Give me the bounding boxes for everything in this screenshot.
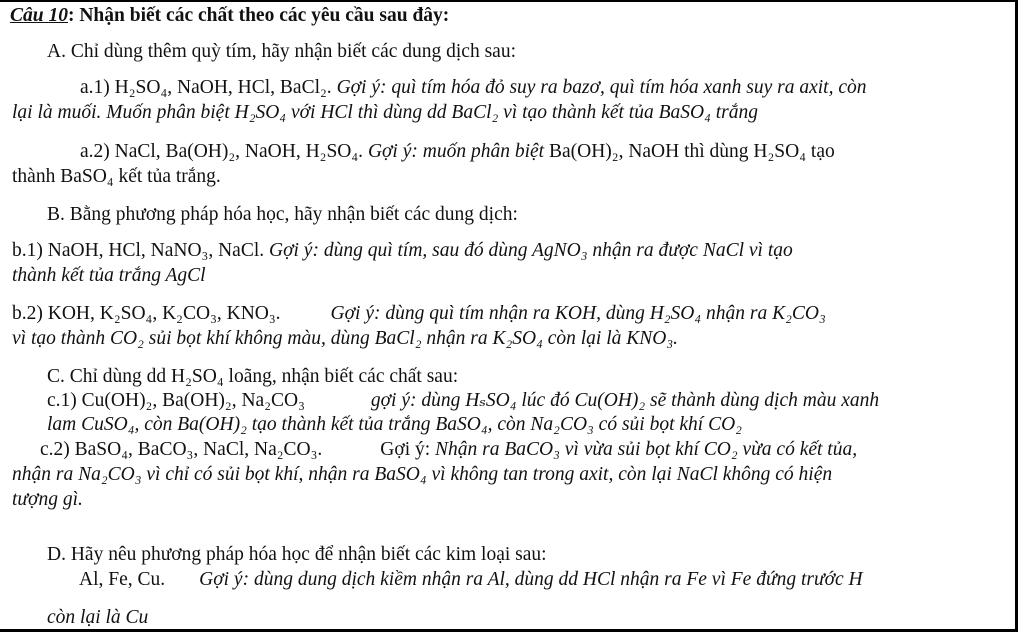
section-c-heading: C. Chỉ dùng dd H₂SO₄ loãng, nhận biết các chất sau: (47, 366, 459, 387)
item-b1-line1 (12, 240, 793, 262)
item-c1-hint-cont: lam CuSO₄, còn Ba(OH)₂ tạo thành kết tủa trắng BaSO₄, còn Na₂CO₃ có sủi bọt khí CO₂ (47, 414, 742, 435)
item-d1-metals: Al, Fe, Cu. (79, 569, 166, 590)
question-number: Câu 10 (10, 5, 68, 26)
item-a2-chemicals: a.2) NaCl, Ba(OH)₂, NaOH, H₂SO₄. (80, 141, 364, 162)
item-b2-hint-cont: vì tạo thành CO₂ sủi bọt khí không màu, dùng BaCl₂ nhận ra K₂SO₄ còn lại là KNO₃. (12, 328, 679, 349)
item-c2-chemicals: c.2) BaSO₄, BaCO₃, NaCl, Na₂CO₃. (40, 439, 323, 460)
item-c2-hint-cont: nhận ra Na₂CO₃ vì chỉ có sủi bọt khí, nhận ra BaSO₄ vì không tan trong axit, còn lại NaCl không có hiện (12, 464, 833, 485)
item-a1-line1 (80, 77, 867, 99)
item-c2-hint-end: tượng gì. (12, 489, 83, 510)
item-a2-hint-chemicals: Ba(OH)₂, NaOH thì dùng H₂SO₄ tạo (548, 141, 835, 162)
item-a2-hint: Gợi ý: muốn phân biệt (367, 141, 545, 162)
item-b1-hint-cont: thành kết tủa trắng AgCl (12, 265, 206, 286)
item-a1-label: a.1) (80, 77, 110, 98)
item-c2-line3 (12, 489, 83, 511)
section-b-heading: B. Bằng phương pháp hóa học, hãy nhận biết các dung dịch: (47, 204, 518, 225)
item-b1-line2 (12, 265, 206, 287)
item-c1-hint: gợi ý: dùng HₛSO₄ lúc đó Cu(OH)₂ sẽ thành dùng dịch màu xanh (370, 390, 880, 411)
item-a2-line1 (80, 141, 835, 163)
item-c1-line2 (47, 414, 742, 436)
item-c1-line1 (47, 390, 879, 412)
item-c2-hint: Nhận ra BaCO₃ vì vừa sủi bọt khí CO₂ vừa có kết tủa, (435, 439, 858, 460)
section-a-heading: A. Chỉ dùng thêm quỳ tím, hãy nhận biết các dung dịch sau: (47, 41, 516, 62)
item-b1-chemicals: b.1) NaOH, HCl, NaNO₃, NaCl. (12, 240, 265, 261)
section-d-heading: D. Hãy nêu phương pháp hóa học để nhận biết các kim loại sau: (47, 544, 547, 565)
item-b1-hint: Gợi ý: dùng quì tím, sau đó dùng AgNO₃ nhận ra được NaCl vì tạo (269, 240, 793, 261)
item-a2-line2: thành BaSO₄ kết tủa trắng. (12, 166, 221, 187)
item-d1-line1 (79, 569, 863, 591)
question-title (10, 5, 449, 27)
item-a1-line2 (12, 102, 758, 124)
item-c2-hint-label: Gợi ý: (380, 439, 431, 460)
item-d1-line2 (47, 607, 148, 629)
item-a1-hint-cont: lại là muối. Muốn phân biệt H₂SO₄ với HCl thì dùng dd BaCl₂ vì tạo thành kết tủa BaSO₄ trắng (12, 102, 758, 123)
question-title-text: : Nhận biết các chất theo các yêu cầu sau đây: (67, 5, 450, 26)
item-b2-line2 (12, 328, 678, 350)
item-b2-line1 (12, 303, 826, 325)
item-a1-chemicals: H₂SO₄, NaOH, HCl, BaCl₂. (114, 77, 332, 98)
item-c2-line1 (40, 439, 857, 461)
item-c1-chemicals: c.1) Cu(OH)₂, Ba(OH)₂, Na₂CO₃ (47, 390, 305, 411)
item-b2-hint: Gợi ý: dùng quì tím nhận ra KOH, dùng H₂SO₄ nhận ra K₂CO₃ (330, 303, 826, 324)
item-d1-hint-cont: còn lại là Cu (47, 607, 149, 628)
item-d1-hint: Gợi ý: dùng dung dịch kiềm nhận ra Al, dùng dd HCl nhận ra Fe vì Fe đứng trước H (199, 569, 863, 590)
item-a1-hint: Gợi ý: quì tím hóa đỏ suy ra bazơ, quì tím hóa xanh suy ra axit, còn (336, 77, 867, 98)
item-b2-chemicals: b.2) KOH, K₂SO₄, K₂CO₃, KNO₃. (12, 303, 281, 324)
item-c2-line2 (12, 464, 832, 486)
